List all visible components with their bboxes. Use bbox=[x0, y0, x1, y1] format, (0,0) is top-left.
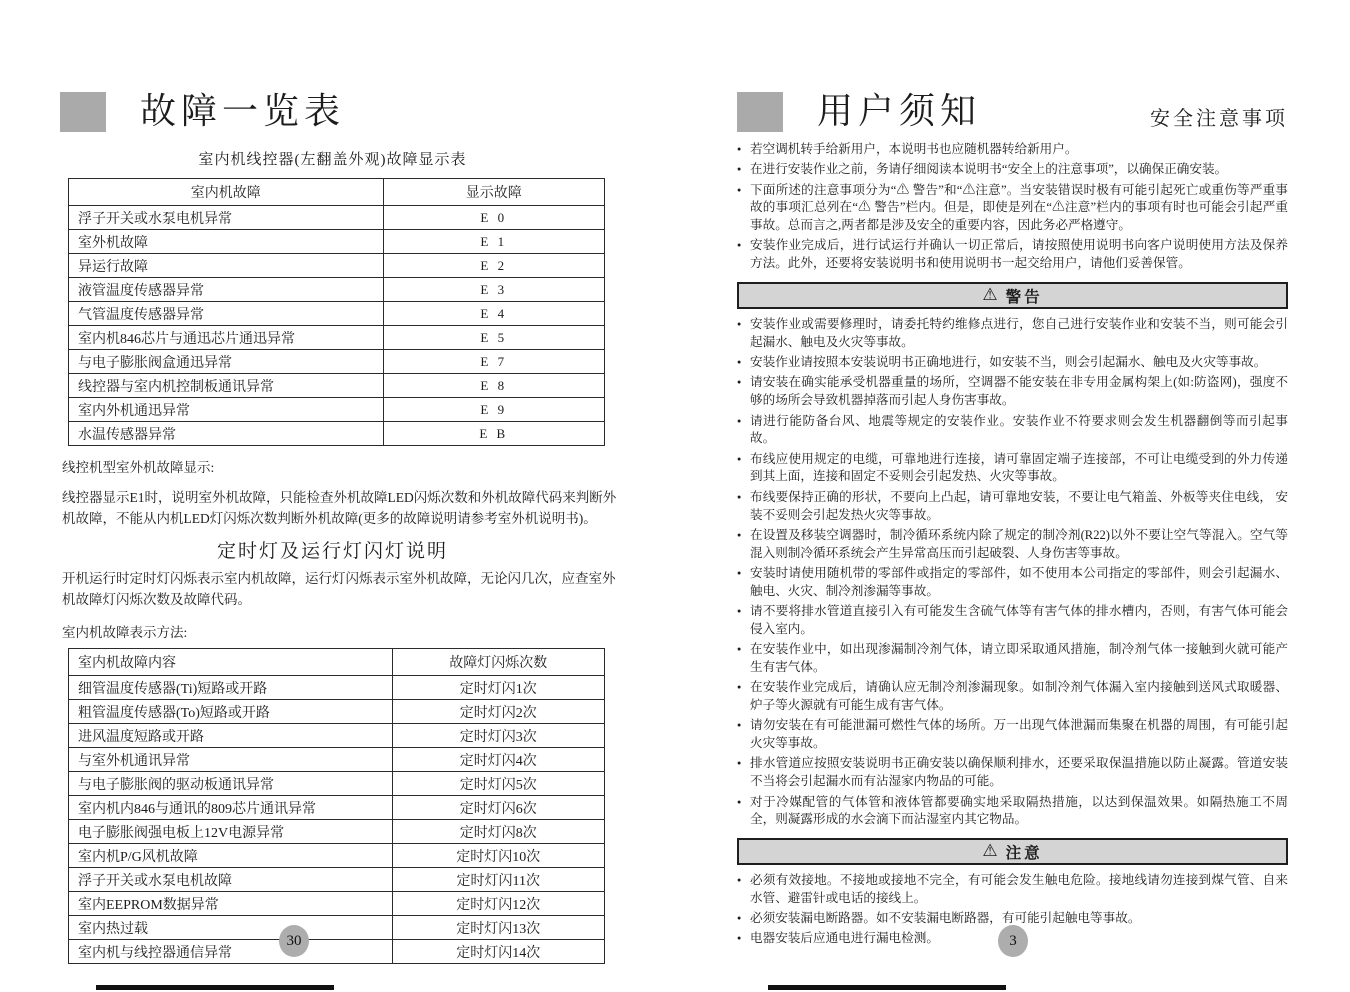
warning-bullet-list bbox=[737, 316, 1288, 829]
blink-count-cell: 定时灯闪2次 bbox=[392, 700, 604, 724]
error-code-cell: E 4 bbox=[383, 302, 604, 326]
safety-precautions-subtitle: 安全注意事项 bbox=[1150, 108, 1288, 130]
fault-description-cell: 气管温度传感器异常 bbox=[69, 302, 384, 326]
fault-description-cell: 室内外机通迅异常 bbox=[69, 398, 384, 422]
caution-banner bbox=[737, 838, 1288, 865]
warning-bullet-item: ● 对于冷媒配管的气体管和液体管都要确实地采取隔热措施，以达到保温效果。如隔热施工不周全，则凝露形成的水会滴下而沾湿室内其它物品。 bbox=[737, 794, 1288, 830]
error-code-cell: E 5 bbox=[383, 326, 604, 350]
table-header-row bbox=[69, 649, 605, 676]
table-row bbox=[69, 940, 605, 964]
outdoor-fault-note-text: 线控器显示E1时，说明室外机故障，只能检查外机故障LED闪烁次数和外机故障代码来判断外机故障，不能从内机LED灯闪烁次数判断外机故障(更多的故障说明请参考室外机说明书)。 bbox=[62, 490, 617, 526]
intro-bullet-item: ● 在进行安装作业之前，务请仔细阅读本说明书“安全上的注意事项”，以确保正确安装。 bbox=[737, 161, 1288, 179]
intro-bullet-item: ● 下面所述的注意事项分为“⚠ 警告”和“⚠注意”。当安装错误时极有可能引起死亡或重伤等严重事故的事项汇总列在“⚠ 警告”栏内。但是，即使是列在“⚠注意”栏内的事项有时也可能会引起严重事故。总而言之,两者都是涉及安全的重要内容，因此务必严格遵守。 bbox=[737, 182, 1288, 235]
table-row bbox=[69, 916, 605, 940]
fault-description-cell: 水温传感器异常 bbox=[69, 422, 384, 446]
table-row bbox=[69, 724, 605, 748]
table-row bbox=[69, 892, 605, 916]
warning-bullet-item: ● 在设置及移装空调器时，制冷循环系统内除了规定的制冷剂(R22)以外不要让空气等混入。空气等混入则制冷循环系统会产生异常高压而引起破裂、人身伤害等事故。 bbox=[737, 527, 1288, 563]
column-header-fault-content: 室内机故障内容 bbox=[69, 649, 393, 676]
fault-code-table bbox=[68, 178, 605, 446]
fault-description-cell: 与电子膨胀阀盒通迅异常 bbox=[69, 350, 384, 374]
table-header-row bbox=[69, 179, 605, 206]
column-header-fault: 室内机故障 bbox=[69, 179, 384, 206]
table-row bbox=[69, 206, 605, 230]
warning-triangle-icon: ⚠ bbox=[982, 285, 998, 305]
caution-triangle-icon: ⚠ bbox=[982, 841, 998, 861]
table-row bbox=[69, 230, 605, 254]
blink-count-cell: 定时灯闪4次 bbox=[392, 748, 604, 772]
warning-bullet-item: ● 在安装作业完成后，请确认应无制冷剂渗漏现象。如制冷剂气体漏入室内接触到送风式取暖器、炉子等火源就有可能生成有害气体。 bbox=[737, 679, 1288, 715]
blink-section-heading: 定时灯及运行灯闪灯说明 bbox=[216, 541, 448, 562]
fault-description-cell: 室外机故障 bbox=[69, 230, 384, 254]
intro-bullet-item: ● 若空调机转手给新用户，本说明书也应随机器转给新用户。 bbox=[737, 141, 1288, 159]
table-row bbox=[69, 820, 605, 844]
fault-description-cell: 电子膨胀阀强电板上12V电源异常 bbox=[69, 820, 393, 844]
page-number-badge-left: 30 bbox=[279, 925, 309, 957]
section-marker-block bbox=[737, 92, 783, 132]
scan-edge-mark-left bbox=[96, 985, 334, 990]
caution-bullet-item: ● 电器安装后应通电进行漏电检测。 bbox=[737, 930, 1288, 948]
caution-bullet-item: ● 必须有效接地。不接地或接地不完全，有可能会发生触电危险。接地线请勿连接到煤气管、自来水管、避雷针或电话的接线上。 bbox=[737, 872, 1288, 908]
fault-description-cell: 浮子开关或水泵电机故障 bbox=[69, 868, 393, 892]
table-row bbox=[69, 326, 605, 350]
fault-description-cell: 室内EEPROM数据异常 bbox=[69, 892, 393, 916]
fault-description-cell: 浮子开关或水泵电机异常 bbox=[69, 206, 384, 230]
blink-count-cell: 定时灯闪14次 bbox=[392, 940, 604, 964]
scan-edge-mark-right bbox=[768, 985, 1006, 990]
table-row bbox=[69, 700, 605, 724]
warning-bullet-item: ● 排水管道应按照安装说明书正确安装以确保顺利排水，还要采取保温措施以防止凝露。管道安装不当将会引起漏水而有沾湿家内物品的可能。 bbox=[737, 755, 1288, 791]
table-row bbox=[69, 254, 605, 278]
intro-bullet-item: ● 安装作业完成后，进行试运行并确认一切正常后，请按照使用说明书向客户说明使用方法及保养方法。此外，还要将安装说明书和使用说明书一起交给用户，请他们妥善保管。 bbox=[737, 237, 1288, 273]
blink-section-text: 开机运行时定时灯闪烁表示室内机故障，运行灯闪烁表示室外机故障，无论闪几次，应查室外机故障灯闪烁次数及故障代码。 bbox=[62, 571, 616, 607]
blink-count-cell: 定时灯闪1次 bbox=[392, 676, 604, 700]
fault-description-cell: 室内机内846与通讯的809芯片通讯异常 bbox=[69, 796, 393, 820]
page-fault-list bbox=[60, 88, 682, 964]
caution-banner-label: 注意 bbox=[1005, 844, 1043, 862]
error-code-cell: E 7 bbox=[383, 350, 604, 374]
page-title-fault-list: 故障一览表 bbox=[140, 91, 346, 131]
section-marker-block bbox=[60, 92, 106, 132]
table-row bbox=[69, 350, 605, 374]
page-user-notice bbox=[737, 88, 1288, 951]
outdoor-fault-note-label: 线控机型室外机故障显示: bbox=[62, 460, 215, 475]
fault-description-cell: 室内机846芯片与通迅芯片通迅异常 bbox=[69, 326, 384, 350]
warning-bullet-item: ● 安装时请使用随机带的零部件或指定的零部件，如不使用本公司指定的零部件，则会引起漏水、触电、火灾、制冷剂渗漏等事故。 bbox=[737, 565, 1288, 601]
fault-description-cell: 室内机与线控器通信异常 bbox=[69, 940, 393, 964]
warning-bullet-item: ● 安装作业或需要修理时，请委托特约维修点进行，您自己进行安装作业和安装不当，则可能会引起漏水、触电及火灾等事故。 bbox=[737, 316, 1288, 352]
table-row bbox=[69, 374, 605, 398]
fault-description-cell: 异运行故障 bbox=[69, 254, 384, 278]
error-code-cell: E 2 bbox=[383, 254, 604, 278]
warning-bullet-item: ● 请进行能防备台风、地震等规定的安装作业。安装作业不符要求则会发生机器翻倒等而引起事故。 bbox=[737, 413, 1288, 449]
right-page-header bbox=[737, 88, 1288, 134]
blink-count-cell: 定时灯闪6次 bbox=[392, 796, 604, 820]
error-code-cell: E 9 bbox=[383, 398, 604, 422]
fault-description-cell: 线控器与室内机控制板通讯异常 bbox=[69, 374, 384, 398]
fault-description-cell: 室内机P/G风机故障 bbox=[69, 844, 393, 868]
left-page-header bbox=[60, 88, 682, 134]
warning-banner-label: 警告 bbox=[1005, 288, 1043, 306]
table-row bbox=[69, 844, 605, 868]
warning-bullet-item: ● 在安装作业中，如出现渗漏制冷剂气体，请立即采取通风措施，制冷剂气体一接触到火就可能产生有害气体。 bbox=[737, 641, 1288, 677]
table-row bbox=[69, 772, 605, 796]
warning-bullet-item: ● 请安装在确实能承受机器重量的场所，空调器不能安装在非专用金属构架上(如:防盗网)，强度不够的场所会导致机器掉落而引起人身伤害事故。 bbox=[737, 374, 1288, 410]
blink-count-cell: 定时灯闪13次 bbox=[392, 916, 604, 940]
page-title-user-notice: 用户须知 bbox=[817, 91, 982, 131]
table-row bbox=[69, 868, 605, 892]
blink-count-table-body bbox=[69, 676, 605, 964]
table-row bbox=[69, 748, 605, 772]
warning-bullet-item: ● 布线应使用规定的电缆，可靠地进行连接，请可靠固定端子连接部，不可让电缆受到的外力传递到其上面，连接和固定不妥则会引起发热、火灾等事故。 bbox=[737, 451, 1288, 487]
warning-bullet-item: ● 请勿安装在有可能泄漏可燃性气体的场所。万一出现气体泄漏而集聚在机器的周围，有可能引起火灾等事故。 bbox=[737, 717, 1288, 753]
blink-count-cell: 定时灯闪8次 bbox=[392, 820, 604, 844]
table-row bbox=[69, 796, 605, 820]
table-row bbox=[69, 422, 605, 446]
table-row bbox=[69, 278, 605, 302]
fault-table-caption: 室内机线控器(左翻盖外观)故障显示表 bbox=[198, 152, 467, 168]
fault-code-table-body bbox=[69, 206, 605, 446]
blink-count-cell: 定时灯闪10次 bbox=[392, 844, 604, 868]
warning-banner bbox=[737, 282, 1288, 309]
fault-description-cell: 进风温度短路或开路 bbox=[69, 724, 393, 748]
column-header-display: 显示故障 bbox=[383, 179, 604, 206]
page-number-badge-right: 3 bbox=[998, 925, 1028, 957]
fault-description-cell: 与室外机通讯异常 bbox=[69, 748, 393, 772]
fault-description-cell: 液管温度传感器异常 bbox=[69, 278, 384, 302]
table-row bbox=[69, 302, 605, 326]
fault-description-cell: 粗管温度传感器(To)短路或开路 bbox=[69, 700, 393, 724]
warning-bullet-item: ● 安装作业请按照本安装说明书正确地进行，如安装不当，则会引起漏水、触电及火灾等事故。 bbox=[737, 354, 1288, 372]
error-code-cell: E 1 bbox=[383, 230, 604, 254]
error-code-cell: E 8 bbox=[383, 374, 604, 398]
blink-count-cell: 定时灯闪5次 bbox=[392, 772, 604, 796]
table-row bbox=[69, 676, 605, 700]
blink-count-cell: 定时灯闪3次 bbox=[392, 724, 604, 748]
caution-bullet-item: ● 必须安装漏电断路器。如不安装漏电断路器，有可能引起触电等事故。 bbox=[737, 910, 1288, 928]
blink-count-cell: 定时灯闪11次 bbox=[392, 868, 604, 892]
error-code-cell: E 0 bbox=[383, 206, 604, 230]
fault-description-cell: 与电子膨胀阀的驱动板通讯异常 bbox=[69, 772, 393, 796]
warning-bullet-item: ● 请不要将排水管道直接引入有可能发生含硫气体等有害气体的排水槽内，否则，有害气体可能会侵入室内。 bbox=[737, 603, 1288, 639]
intro-bullet-list bbox=[737, 141, 1288, 273]
error-code-cell: E B bbox=[383, 422, 604, 446]
error-code-cell: E 3 bbox=[383, 278, 604, 302]
warning-bullet-item: ● 布线要保持正确的形状，不要向上凸起，请可靠地安装，不要让电气箱盖、外板等夹住电线， 安装不妥则会引起发热火灾等事故。 bbox=[737, 489, 1288, 525]
blink-count-cell: 定时灯闪12次 bbox=[392, 892, 604, 916]
fault-description-cell: 室内热过载 bbox=[69, 916, 393, 940]
indoor-fault-method-label: 室内机故障表示方法: bbox=[62, 625, 188, 640]
table-row bbox=[69, 398, 605, 422]
blink-count-table bbox=[68, 648, 605, 964]
column-header-blink-count: 故障灯闪烁次数 bbox=[392, 649, 604, 676]
fault-description-cell: 细管温度传感器(Ti)短路或开路 bbox=[69, 676, 393, 700]
